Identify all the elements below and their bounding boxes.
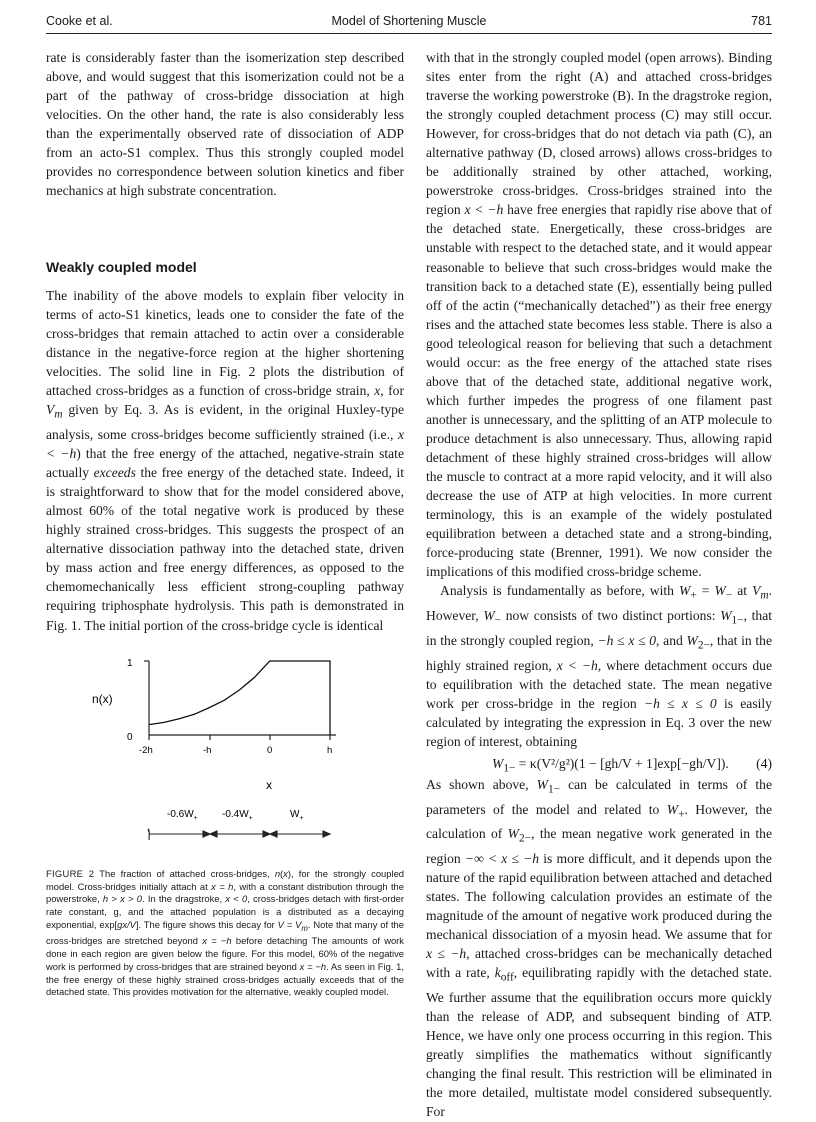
work-arrows bbox=[148, 829, 330, 840]
y-tick-label-0: 0 bbox=[127, 732, 133, 743]
work-labels bbox=[167, 809, 304, 822]
x-tick-label-minus-2h: -2h bbox=[139, 745, 153, 756]
header-authors: Cooke et al. bbox=[46, 14, 113, 28]
x-tick-label-h: h bbox=[327, 745, 333, 756]
n-of-x-plot bbox=[46, 632, 406, 867]
x-axis-label: x bbox=[266, 778, 272, 792]
n-of-x-curve bbox=[149, 661, 330, 735]
work-label-dragstroke-far: $-0.6W_+$ bbox=[167, 809, 198, 822]
y-tick-label-1: 1 bbox=[127, 658, 133, 669]
figure-caption: FIGURE 2 The fraction of attached cross-bridges, n(x), for the strongly coupled model. Cross-bridges initially attach at x = h, with a constant distribution through the powerstroke, h > x > 0. In the dragstroke, x < 0, cross-bridges detach with first-order rate constant, g, and the attached population is a distributed as a decaying exponential, exp[gx/V]. The figure shows this decay for $V = V_m$. Note that many of the cross-bridges are stretched beyond x = −h before detaching The amounts of work done in each region are given below the figure. For this model, 60% of the negative work is performed by cross-bridges that are strained beyond x = −h. As seen in Fig. 1, the free energy of these highly strained cross-bridges actually exceeds that of the detached state. This provides motivation for the alternative, weakly coupled model. bbox=[46, 868, 405, 998]
figure-2 bbox=[46, 632, 406, 867]
header-page-number: 781 bbox=[751, 14, 772, 28]
right-paragraph-2: Analysis is fundamentally as before, with $W_+ = W_-$ at $V_m$. However, $W_-$ now consists of two distinct portions: $W_{1-}$, that in the strongly coupled region, −h ≤ x ≤ 0, and $W_{2-}$, that in the highly strained region, x < −h, where detachment occurs due to equilibration with the detached state. The mean negative work per cross-bridge in the region −h ≤ x ≤ 0 is easily calculated by integrating the expression in Eq. 3 over the new region of interest, obtaining bbox=[426, 583, 773, 749]
right-column bbox=[426, 48, 772, 1122]
right-paragraph-3: As shown above, $W_{1-}$ can be calculated in terms of the parameters of the model and related to $W_+$. However, the calculation of $W_{2-}$, the mean negative work generated in the region −∞ < x ≤ −h is more difficult, and it depends upon the nature of the rapid equilibration between attached and detached states. The following calculation provides an estimate of the magnitude of the amount of negative work produced during the mechanical dissociation of a myosin head. We assume that for x ≤ −h, attached cross-bridges can be mechanically detached with a rate, $k_{off}$, equilibrating rapidly with the detached state. We further assume that the equilibration occurs more quickly than the release of ADP, and subsequent binding of ATP. Hence, we have only one process occurring in this region. This greatly simplifies the mathematics without significantly changing the final result. This restriction will be eliminated in the more detailed, multistate model considered subsequently. For bbox=[426, 776, 773, 1120]
x-tick-label-0: 0 bbox=[267, 745, 273, 756]
right-paragraph-1: with that in the strongly coupled model (open arrows). Binding sites enter from the right (A) and attached cross-bridges traverse the working powerstroke (B). In the dragstroke region, the strongly coupled detachment process (C) may still occur. However, for cross-bridges that do not detach via path (C), an alternative pathway (D, closed arrows) allows cross-bridges to be additionally strained by other attached, working, powerstroke cross-bridges. Cross-bridges strained into the region x < −h have free energies that rapidly rise above that of the detached state. Energetically, these cross-bridges are unstable with respect to the detached state, and it would appear reasonable to believe that such cross-bridges would make the transition back to a detached state (E), essentially being pulled off of the actin (“mechanically detached”) as their free energy rises and the attached state becomes less stable. There is also a good teleological reason for believing that such a detachment would occur: as the free energy of the attached state rises above that of the detached state, additional negative work, which further impedes the progress of one filament past another is unnecessary, and the splitting of an ATP molecule to produce detachment is also unnecessary. Thus, allowing rapid detachment of these highly strained cross-bridges will allow the muscle to contract at a more rapid velocity, and it will also decrease the use of ATP at high velocities. In more current terminology, this is an example of the widely postulated equilibration between a detached state and a strong-binding, force-producing state (Brenner, 1991). We now consider the implications of this modified cross-bridge scheme. bbox=[426, 50, 772, 580]
running-header bbox=[46, 14, 772, 30]
section-heading: Weakly coupled model bbox=[46, 259, 197, 275]
work-label-dragstroke-near: $-0.4W_+$ bbox=[222, 809, 253, 822]
arrow-head-5 bbox=[323, 831, 330, 837]
header-title: Model of Shortening Muscle bbox=[331, 14, 487, 28]
equation-number: (4) bbox=[756, 755, 772, 771]
work-label-powerstroke: $W_+$ bbox=[290, 809, 304, 822]
figure-label: FIGURE 2 bbox=[46, 868, 95, 879]
arrow-head-2 bbox=[210, 831, 217, 837]
arrow-head-4 bbox=[270, 831, 277, 837]
equation-4: $W_{1-} = \kappa(V^2/g^2)(1 - [gh/V + 1]\exp[-gh/V])$. (4) bbox=[426, 753, 772, 775]
left-column-top bbox=[46, 48, 404, 200]
x-tick-label-minus-h: -h bbox=[203, 745, 212, 756]
weakly-coupled-paragraph: The inability of the above models to explain fiber velocity in terms of acto-S1 kinetics, leads one to consider the fate of the cross-bridges that remain attached to actin over a considerable distance in the negative-force region at the higher shortening velocities. The solid line in Fig. 2 plots the distribution of attached cross-bridges as a function of cross-bridge strain, x, for $V_m$ given by Eq. 3. As is evident, in the original Huxley-type analysis, some cross-bridges become sufficiently strained (i.e., x < −h) that the free energy of the attached, negative-strain state actually exceeds the free energy of the detached state. Indeed, it is straightforward to show that for the model considered above, almost 60% of the total negative work is produced by these highly strained cross-bridges. This suggests the prospect of an alternative dissociation pathway into the detached state, driven by mass action and free energy differences, as opposed to the chemomechanically less efficient strong-coupling pathway requiring triphosphate hydrolysis. This path is demonstrated in Fig. 1. The initial portion of the cross-bridge cycle is identical bbox=[46, 288, 404, 633]
header-rule bbox=[46, 33, 772, 34]
y-axis-label: n(x) bbox=[92, 692, 113, 706]
continued-paragraph: rate is considerably faster than the isomerization step described above, and would suggest that this isomerization could not be a part of the pathway of cross-bridge dissociation at high velocities. On the other hand, the rate is also considerably less than the experimentally observed rate of dissociation of ADP from an acto-S1 complex. Thus this strongly coupled model provides no correspondence between solution kinetics and fiber mechanics at high substrate concentration. bbox=[46, 50, 404, 199]
left-column-body bbox=[46, 286, 404, 635]
